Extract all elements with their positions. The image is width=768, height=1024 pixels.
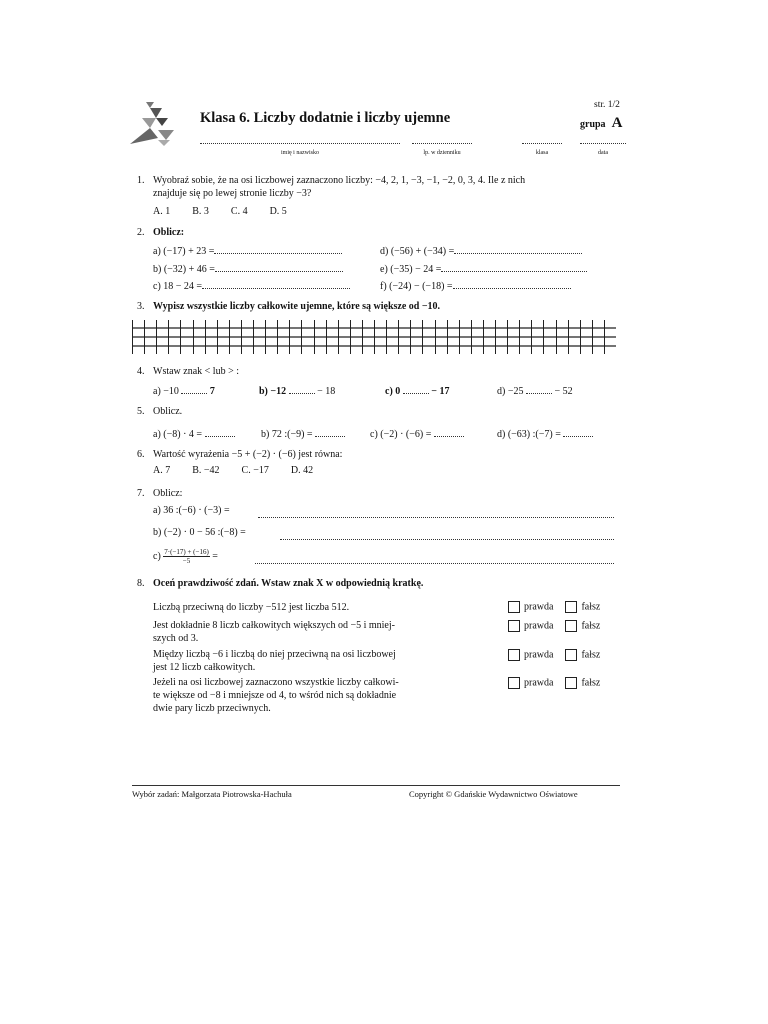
group-label: grupa [580, 119, 606, 130]
compare-4b [259, 384, 335, 397]
group-letter: A [611, 115, 623, 131]
fraction-denominator: −5 [182, 557, 191, 565]
class-field-label: klasa [535, 150, 549, 156]
question-7 [137, 487, 182, 500]
answer-blank[interactable] [205, 427, 235, 437]
statement-text: dwie pary liczb przeciwnych. [153, 703, 271, 714]
question-4 [137, 365, 239, 378]
compare-left: a) −10 [153, 386, 179, 397]
true-false-2 [508, 620, 600, 632]
true-label: prawda [524, 649, 554, 661]
question-8 [137, 577, 423, 590]
answer-option-a[interactable]: A. 1 [153, 206, 171, 217]
false-label: fałsz [581, 677, 601, 689]
question-text-continued: znajduje się po lewej stronie liczby −3? [153, 188, 312, 199]
date-field-line[interactable] [580, 143, 626, 144]
equation-text: a) (−17) + 23 = [153, 246, 215, 257]
question-number: 4. [137, 366, 145, 377]
answer-blank[interactable] [202, 279, 350, 289]
statement-text: jest 12 liczb całkowitych. [153, 662, 256, 673]
tangram-logo [128, 100, 188, 150]
question-number: 6. [137, 449, 145, 460]
question-text: Wyobraź sobie, że na osi liczbowej zaznaczono liczby: −4, 2, 1, −3, −1, −2, 0, 3, 4. Ile z nich [153, 175, 526, 186]
question-text: Wypisz wszystkie liczby całkowite ujemne, które są większe od −10. [153, 301, 441, 312]
statement-2 [153, 619, 503, 645]
equation-text: d) (−56) + (−34) = [380, 246, 455, 257]
statement-text: Liczbą przeciwną do liczby −512 jest liczba 512. [153, 602, 350, 613]
answer-option-b[interactable]: B. 3 [192, 206, 209, 217]
equation-5d [497, 427, 593, 440]
true-label: prawda [524, 677, 554, 689]
equation-text: c) (−2) · (−6) = [370, 429, 432, 440]
answer-options [137, 464, 342, 477]
statement-1 [153, 601, 503, 614]
equation-text: a) 36 :(−6) · (−3) = [153, 505, 230, 516]
answer-line-7c[interactable] [255, 563, 614, 564]
page-number: str. 1/2 [594, 100, 620, 110]
fraction-numerator: 7·(−17) + (−16) [164, 548, 209, 556]
compare-right: − 18 [317, 386, 336, 397]
equation-2d [380, 244, 582, 257]
compare-4d [497, 384, 573, 397]
equation-7a [153, 505, 230, 516]
false-label: fałsz [581, 601, 601, 613]
question-number: 3. [137, 301, 145, 312]
statement-text: szych od 3. [153, 633, 199, 644]
statement-text: Jest dokładnie 8 liczb całkowitych większych od −5 i mniej- [153, 620, 395, 631]
footer-author: Wybór zadań: Małgorzata Piotrowska-Hachuła [132, 789, 292, 799]
question-title: Oceń prawdziwość zdań. Wstaw znak X w odpowiednią kratkę. [153, 578, 424, 589]
statement-text: Między liczbą −6 i liczbą do niej przeciwną na osi liczbowej [153, 649, 396, 660]
answer-blank[interactable] [315, 427, 345, 437]
equation-2c [153, 279, 350, 292]
question-title: Oblicz: [153, 227, 185, 238]
equation-2f [380, 279, 571, 292]
question-number: 8. [137, 578, 145, 589]
footer-copyright: Copyright © Gdańskie Wydawnictwo Oświatowe [409, 789, 578, 799]
compare-right: − 52 [554, 386, 573, 397]
answer-option-c[interactable]: C. 4 [230, 206, 248, 217]
equation-text: c) 18 − 24 = [153, 281, 203, 292]
question-title: Oblicz: [153, 488, 183, 499]
answer-line-7b[interactable] [280, 539, 614, 540]
answer-option-d[interactable]: D. 5 [269, 206, 287, 217]
answer-line-7a[interactable] [258, 517, 614, 518]
true-label: prawda [524, 601, 554, 613]
compare-4c [385, 384, 449, 397]
equation-2a [153, 244, 342, 257]
answer-option-c[interactable]: C. −17 [241, 465, 269, 476]
question-2 [137, 226, 184, 239]
group-indicator [580, 115, 622, 132]
sign-blank[interactable] [289, 384, 315, 394]
equation-text: f) (−24) − (−18) = [380, 281, 453, 292]
false-label: fałsz [581, 620, 601, 632]
answer-blank[interactable] [215, 262, 343, 272]
false-checkbox[interactable] [565, 601, 577, 613]
equation-2e [380, 262, 587, 275]
page-title: Klasa 6. Liczby dodatnie i liczby ujemne [200, 110, 451, 126]
statement-3 [153, 648, 503, 674]
compare-left: c) 0 [385, 386, 401, 397]
true-false-3 [508, 649, 600, 661]
question-number: 2. [137, 227, 145, 238]
compare-right: − 17 [431, 386, 450, 397]
answer-blank[interactable] [214, 244, 342, 254]
answer-grid[interactable] [132, 320, 616, 354]
false-label: fałsz [581, 649, 601, 661]
journal-number-field-line[interactable] [412, 143, 472, 144]
equation-5a [153, 427, 235, 440]
question-6 [137, 448, 342, 477]
name-field-label: imię i nazwisko [281, 150, 319, 156]
compare-right: 7 [209, 386, 215, 397]
equation-text: d) (−63) :(−7) = [497, 429, 561, 440]
equals-sign: = [212, 550, 218, 562]
answer-blank[interactable] [563, 427, 593, 437]
true-checkbox[interactable] [508, 649, 520, 661]
compare-left: b) −12 [259, 386, 287, 397]
answer-option-a[interactable]: A. 7 [153, 465, 171, 476]
true-false-1 [508, 601, 600, 613]
answer-blank[interactable] [441, 262, 587, 272]
true-checkbox[interactable] [508, 677, 520, 689]
fraction [163, 548, 210, 565]
journal-number-field-label: lp. w dzienniku [423, 150, 461, 156]
false-checkbox[interactable] [565, 620, 577, 632]
question-5 [137, 405, 182, 418]
equation-2b [153, 262, 343, 275]
date-field-label: data [598, 150, 608, 156]
equation-text: b) 72 :(−9) = [261, 429, 313, 440]
equation-label: c) [153, 550, 161, 562]
equation-5c [370, 427, 464, 440]
sign-blank[interactable] [403, 384, 429, 394]
equation-text: e) (−35) − 24 = [380, 264, 442, 275]
name-field-line[interactable] [200, 143, 400, 144]
question-number: 5. [137, 406, 145, 417]
question-number: 1. [137, 175, 145, 186]
question-number: 7. [137, 488, 145, 499]
statement-4 [153, 676, 503, 715]
compare-4a [153, 384, 215, 397]
false-checkbox[interactable] [565, 649, 577, 661]
sign-blank[interactable] [181, 384, 207, 394]
answer-options [137, 205, 627, 218]
true-label: prawda [524, 620, 554, 632]
true-false-4 [508, 677, 600, 689]
false-checkbox[interactable] [565, 677, 577, 689]
answer-blank[interactable] [454, 244, 582, 254]
answer-option-d[interactable]: D. 42 [290, 465, 314, 476]
statement-text: te większe od −8 i mniejsze od 4, to wśród nich są dokładnie [153, 690, 397, 701]
question-1 [137, 174, 627, 218]
compare-left: d) −25 [497, 386, 524, 397]
answer-blank[interactable] [453, 279, 571, 289]
class-field-line[interactable] [522, 143, 562, 144]
equation-7b [153, 527, 246, 538]
answer-blank[interactable] [434, 427, 464, 437]
equation-text: b) (−2) · 0 − 56 :(−8) = [153, 527, 246, 538]
true-checkbox[interactable] [508, 601, 520, 613]
statement-text: Jeżeli na osi liczbowej zaznaczono wszystkie liczby całkowi- [153, 677, 399, 688]
equation-5b [261, 427, 345, 440]
footer-divider [132, 785, 620, 786]
answer-option-b[interactable]: B. −42 [192, 465, 220, 476]
true-checkbox[interactable] [508, 620, 520, 632]
sign-blank[interactable] [526, 384, 552, 394]
equation-7c [153, 548, 218, 565]
equation-text: b) (−32) + 46 = [153, 264, 215, 275]
question-title: Wstaw znak < lub > : [153, 366, 239, 377]
equation-text: a) (−8) · 4 = [153, 429, 203, 440]
question-text: Wartość wyrażenia −5 + (−2) · (−6) jest równa: [153, 449, 343, 460]
question-title: Oblicz. [153, 406, 183, 417]
question-3 [137, 300, 440, 313]
